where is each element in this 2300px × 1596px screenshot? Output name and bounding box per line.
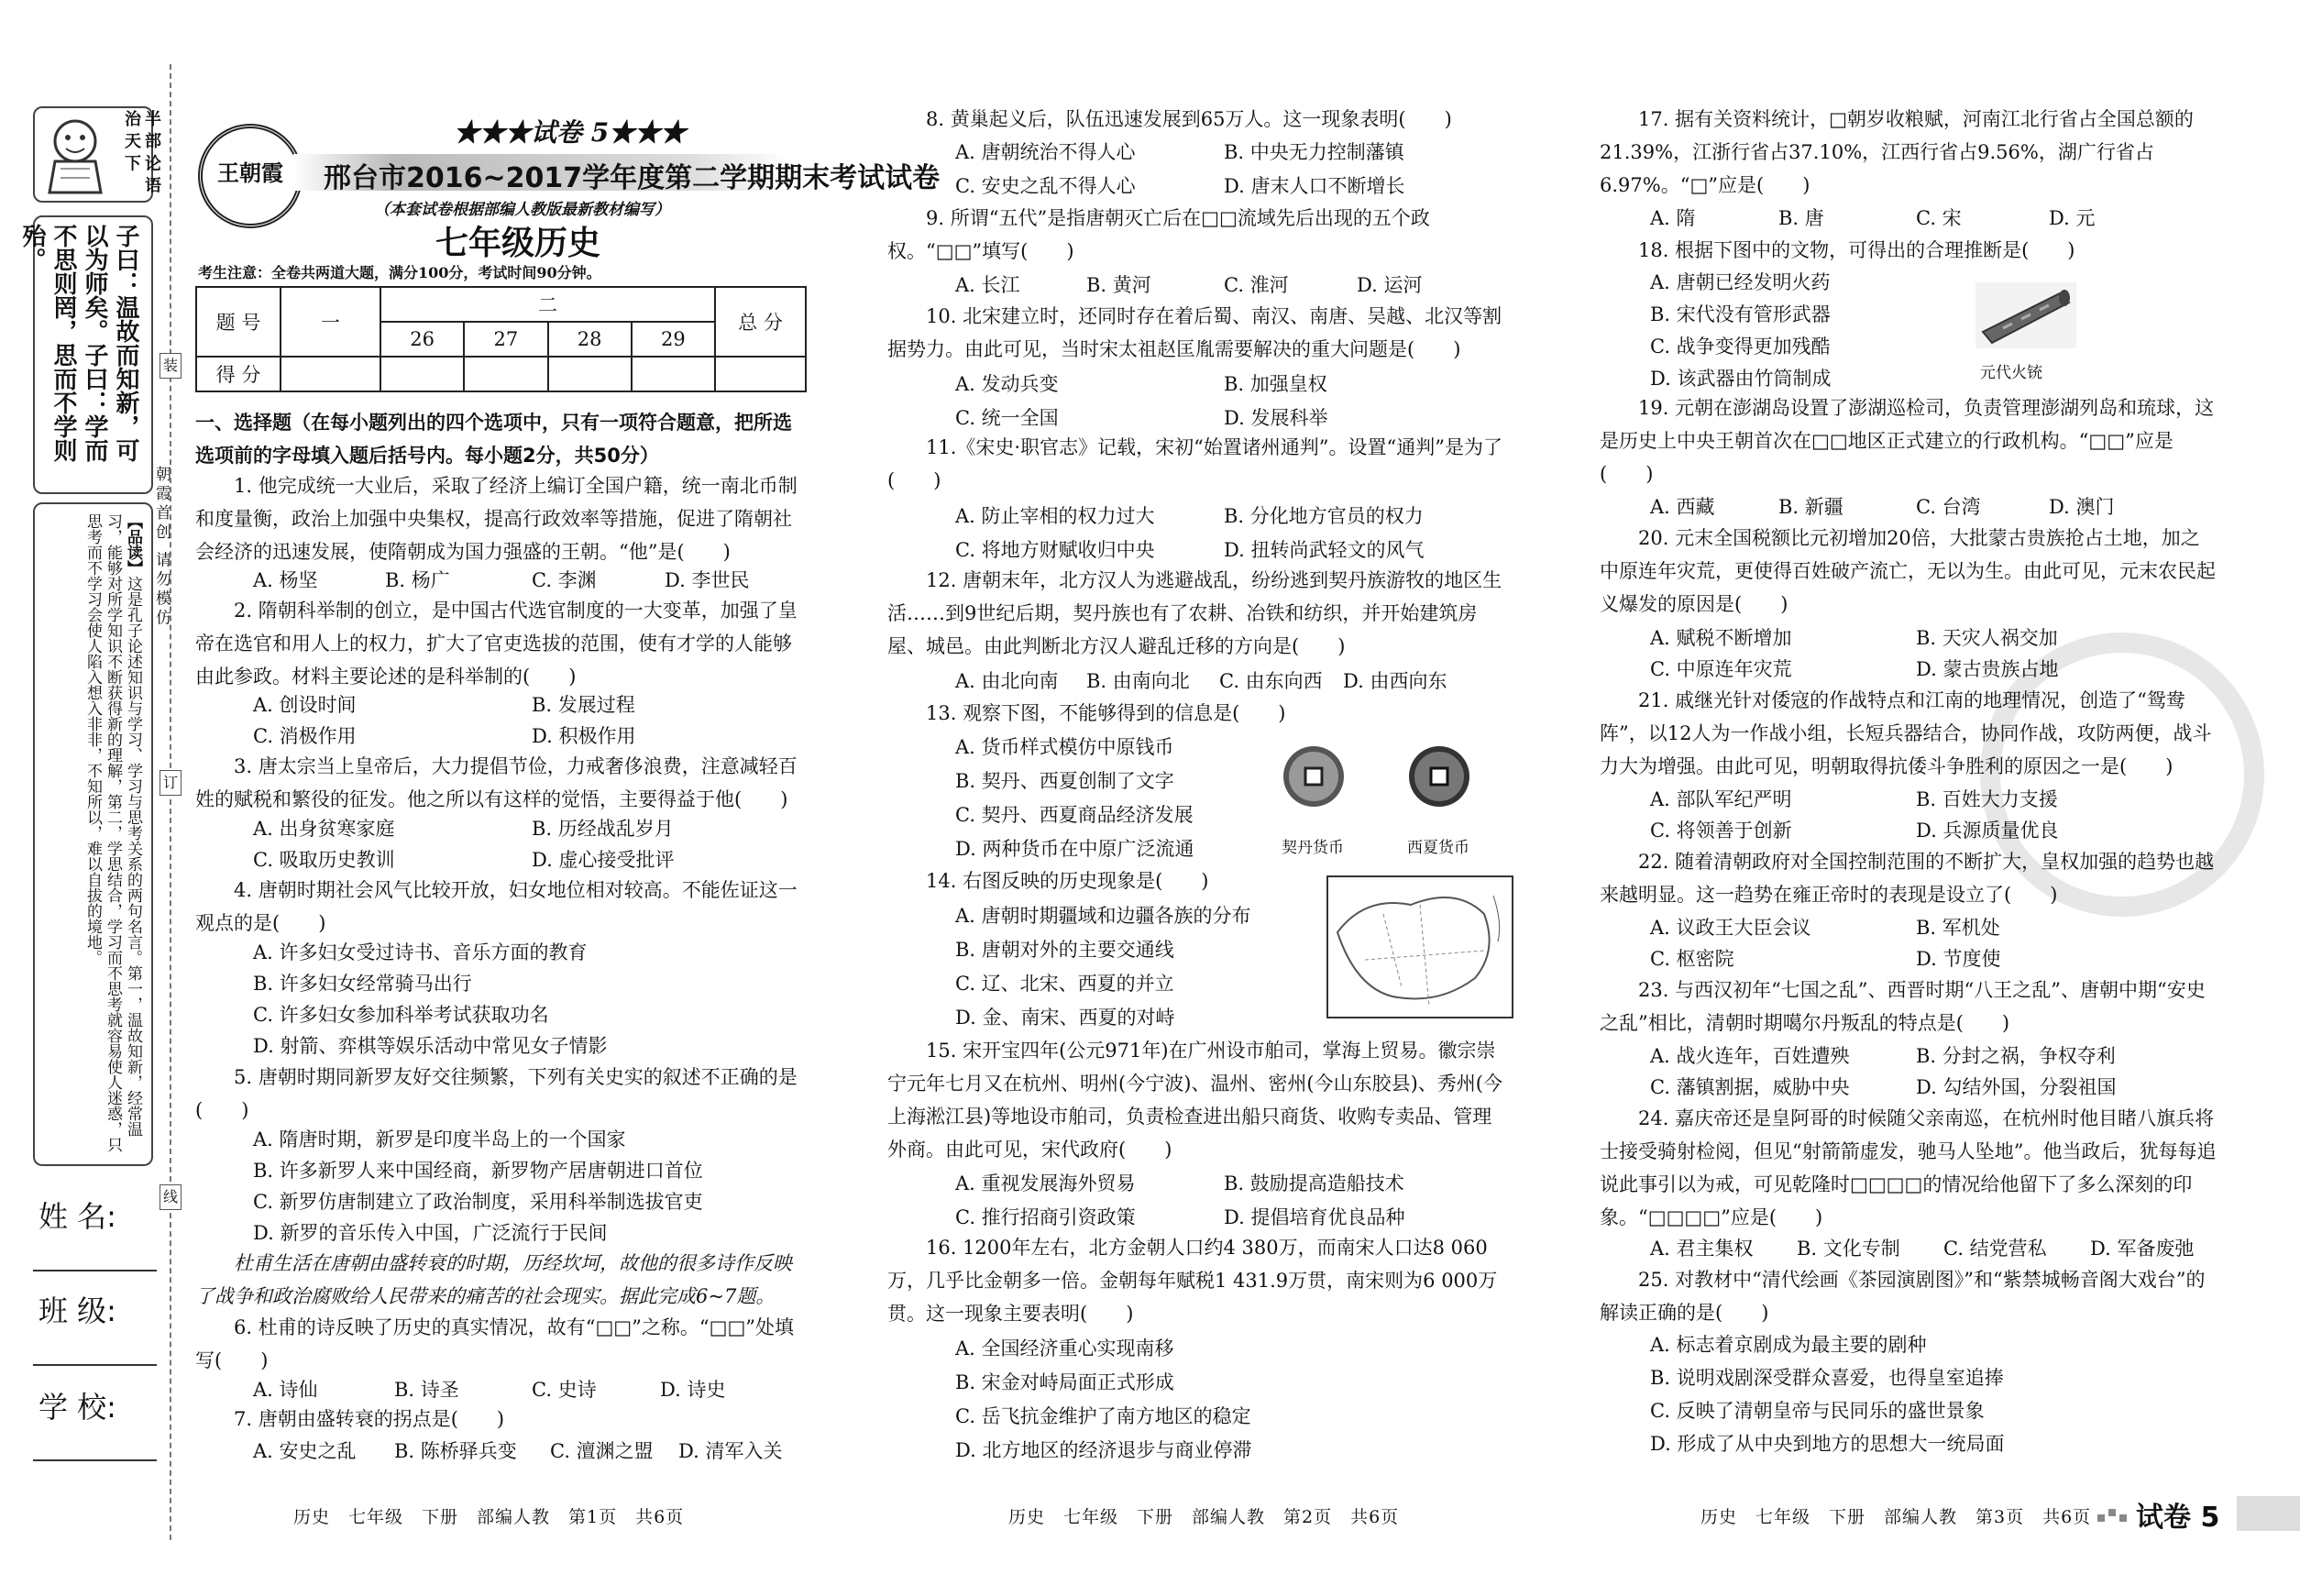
question-11: 11.《宋史·职官志》记载，宋初“始置诸州通判”。设置“通判”是为了( ) (887, 436, 1503, 491)
q15-option-b[interactable]: B. 鼓励提高造船技术 (1224, 1172, 1404, 1194)
school-label: 学 校: (39, 1390, 116, 1425)
q9-option-d[interactable]: D. 运河 (1357, 274, 1423, 296)
q20-option-c[interactable]: C. 中原连年灾荒 (1650, 658, 1792, 680)
sidebar-motto: 半 部 论 语 治 天 下 (122, 110, 161, 193)
question-10: 10. 北宋建立时，还同时存在着后蜀、南汉、南唐、吴越、北汉等割据势力。由此可见，当时宋太祖赵匡胤需要解决的重大问题是( ) (887, 305, 1502, 360)
q17-option-b[interactable]: B. 唐 (1778, 207, 1824, 229)
sidebar-center-text: 朝霞首创 请勿模仿 (152, 466, 171, 629)
question-4: 4. 唐朝时期社会风气比较开放，妇女地位相对较高。不能佐证这一观点的是( ) (195, 879, 798, 934)
score-header-num: 题 号 (196, 287, 281, 357)
q13-option-c[interactable]: C. 契丹、西夏商品经济发展 (955, 804, 1194, 826)
score-table (195, 286, 807, 392)
q25-option-c[interactable]: C. 反映了清朝皇帝与民同乐的盛世景象 (1650, 1400, 1985, 1422)
section-heading: 一、选择题（在每小题列出的四个选项中，只有一项符合题意，把所选选项前的字母填入题后括号内。每小题2分，共50分） (195, 412, 792, 467)
xixia-coin-icon (1407, 744, 1471, 809)
q6-option-d[interactable]: D. 诗史 (660, 1379, 726, 1401)
q6-option-b[interactable]: B. 诗圣 (394, 1379, 459, 1401)
q4-option-c[interactable]: C. 许多妇女参加科举考试获取功名 (253, 1004, 549, 1026)
q23-option-b[interactable]: B. 分封之祸，争权夺利 (1916, 1045, 2116, 1067)
question-3: 3. 唐太宗当上皇帝后，大力提倡节俭，力戒奢侈浪费，注意减轻百姓的赋税和繁役的征发。他之所以有这样的觉悟，主要得益于他( ) (195, 755, 798, 810)
q13-option-b[interactable]: B. 契丹、西夏创制了文字 (955, 770, 1174, 792)
q15-option-d[interactable]: D. 提倡培育优良品种 (1224, 1206, 1405, 1228)
q22-option-c[interactable]: C. 枢密院 (1650, 948, 1734, 970)
score-cell[interactable] (715, 357, 806, 391)
score-q28: 28 (548, 322, 632, 357)
question-15: 15. 宋开宝四年(公元971年)在广州设市舶司，掌海上贸易。徽宗崇宁元年七月又在杭州、明州(今宁波)、温州、密州(今山东胶县)、秀州(今上海淞江县)等地设市舶司，负责检查进出船只商货、收购专卖品、管理外商。由此可见，宋代政府( ) (887, 1040, 1502, 1161)
q18-option-b[interactable]: B. 宋代没有管形武器 (1650, 303, 1831, 325)
score-cell[interactable] (380, 357, 464, 391)
binding-mark-2: 订 (160, 770, 182, 796)
q24-option-d[interactable]: D. 军备废弛 (2090, 1238, 2195, 1260)
footer-page-2: 历史 七年级 下册 部编人教 第2页 共6页 (1008, 1507, 1400, 1527)
school-input-line[interactable] (33, 1459, 157, 1461)
yuan-handgun-caption: 元代火铳 (1980, 364, 2042, 382)
q21-option-a[interactable]: A. 部队军纪严明 (1650, 788, 1792, 810)
question-7: 7. 唐朝由盛转衰的拐点是( ) (234, 1408, 505, 1430)
q25-option-b[interactable]: B. 说明戏剧深受群众喜爱，也得皇室追捧 (1650, 1367, 2004, 1389)
score-header-two: 二 (380, 287, 715, 322)
q10-option-b[interactable]: B. 加强皇权 (1224, 373, 1327, 395)
q11-option-d[interactable]: D. 扭转尚武轻文的风气 (1224, 539, 1425, 561)
q13-option-d[interactable]: D. 两种货币在中原广泛流通 (955, 838, 1194, 860)
q25-option-d[interactable]: D. 形成了从中央到地方的思想大一统局面 (1650, 1433, 2005, 1455)
q2-option-b[interactable]: B. 发展过程 (532, 694, 635, 716)
question-18: 18. 根据下图中的文物，可得出的合理推断是( ) (1638, 239, 2075, 261)
q20-option-b[interactable]: B. 天灾人祸交加 (1916, 627, 2058, 649)
q13-option-a[interactable]: A. 货币样式模仿中原钱币 (955, 736, 1174, 758)
corner-dots-icon (2097, 1503, 2134, 1524)
binding-mark-1: 装 (160, 353, 182, 379)
question-20: 20. 元末全国税额比元初增加20倍，大批蒙古贵族抢占土地，加之中原连年灾荒，更使得百姓破产流亡，无以为生。由此可见，元末农民起义爆发的原因是( ) (1600, 527, 2216, 615)
q1-option-c[interactable]: C. 李渊 (532, 569, 597, 591)
q17-option-a[interactable]: A. 隋 (1650, 207, 1696, 229)
q19-option-c[interactable]: C. 台湾 (1916, 496, 1981, 518)
exam-title: 邢台市2016~2017学年度第二学期期末考试试卷 (324, 162, 941, 194)
q24-option-b[interactable]: B. 文化专制 (1797, 1238, 1900, 1260)
xixia-coin-caption: 西夏货币 (1407, 839, 1469, 857)
corner-badge: 试卷 5 (2136, 1502, 2220, 1534)
q18-option-c[interactable]: C. 战争变得更加残酷 (1650, 336, 1831, 358)
historical-map-icon (1326, 875, 1513, 1018)
q5-option-a[interactable]: A. 隋唐时期，新罗是印度半岛上的一个国家 (253, 1128, 626, 1150)
question-9: 9. 所谓“五代”是指唐朝灭亡后在□□流域先后出现的五个政权。“□□”填写( ) (887, 207, 1430, 262)
q6-option-a[interactable]: A. 诗仙 (253, 1379, 318, 1401)
q22-option-a[interactable]: A. 议政王大臣会议 (1650, 917, 1811, 939)
corner-bar (2237, 1496, 2300, 1531)
sidebar-quote: 子曰：温故而知新，可以为师矣。子曰：学而不思则罔，思而不学则殆。 (18, 224, 139, 462)
name-input-line[interactable] (33, 1270, 157, 1271)
question-14: 14. 右图反映的历史现象是( ) (926, 870, 1209, 892)
passage-6-7: 杜甫生活在唐朝由盛转衰的时期，历经坎坷，故他的很多诗作反映了战争和政治腐败给人民带来的痛苦的社会现实。据此完成6~7题。 (195, 1252, 792, 1307)
subject-title: 七年级历史 (435, 225, 601, 262)
exam-subtitle: （本套试卷根据部编人教版最新教材编写） (374, 201, 670, 219)
question-19: 19. 元朝在澎湖岛设置了澎湖巡检司，负责管理澎湖列岛和琉球，这是历史上中央王朝首次在□□地区正式建立的行政机构。“□□”应是( ) (1600, 397, 2215, 485)
question-12: 12. 唐朝末年，北方汉人为逃避战乱，纷纷逃到契丹族游牧的地区生活……到9世纪后期，契丹族也有了农耕、冶铁和纺织，并开始建筑房屋、城邑。由此判断北方汉人避乱迁移的方向是( ) (887, 569, 1502, 657)
q12-option-c[interactable]: C. 由东向西 (1219, 670, 1323, 692)
score-cell[interactable] (548, 357, 632, 391)
class-input-line[interactable] (33, 1364, 157, 1366)
q16-option-c[interactable]: C. 岳飞抗金维护了南方地区的稳定 (955, 1405, 1251, 1427)
q4-option-b[interactable]: B. 许多妇女经常骑马出行 (253, 973, 472, 995)
q14-option-d[interactable]: D. 金、南宋、西夏的对峙 (955, 1007, 1175, 1029)
q2-option-d[interactable]: D. 积极作用 (532, 725, 636, 747)
q5-option-d[interactable]: D. 新罗的音乐传入中国，广泛流行于民间 (253, 1222, 608, 1244)
q8-option-b[interactable]: B. 中央无力控制藩镇 (1224, 141, 1404, 163)
q11-option-a[interactable]: A. 防止宰相的权力过大 (955, 505, 1155, 527)
score-q26: 26 (380, 322, 464, 357)
q12-option-b[interactable]: B. 由南向北 (1086, 670, 1190, 692)
exam-notice: 考生注意：全卷共两道大题，满分100分，考试时间90分钟。 (198, 264, 601, 281)
q16-option-d[interactable]: D. 北方地区的经济退步与商业停滞 (955, 1439, 1252, 1461)
question-25: 25. 对教材中“清代绘画《茶园演剧图》”和“紫禁城畅音阁大戏台”的解读正确的是( ) (1600, 1269, 2206, 1324)
q7-option-d[interactable]: D. 清军入关 (678, 1440, 783, 1462)
q19-option-a[interactable]: A. 西藏 (1650, 496, 1715, 518)
q14-option-a[interactable]: A. 唐朝时期疆域和边疆各族的分布 (955, 905, 1251, 927)
q17-option-c[interactable]: C. 宋 (1916, 207, 1962, 229)
question-13: 13. 观察下图，不能够得到的信息是( ) (926, 702, 1286, 724)
score-q27: 27 (464, 322, 547, 357)
q3-option-c[interactable]: C. 吸取历史教训 (253, 849, 395, 871)
q10-option-c[interactable]: C. 统一全国 (955, 407, 1059, 429)
q15-option-a[interactable]: A. 重视发展海外贸易 (955, 1172, 1136, 1194)
q21-option-c[interactable]: C. 将领善于创新 (1650, 820, 1792, 842)
q14-option-b[interactable]: B. 唐朝对外的主要交通线 (955, 939, 1174, 961)
q21-option-b[interactable]: B. 百姓大力支援 (1916, 788, 2058, 810)
footer-page-1: 历史 七年级 下册 部编人教 第1页 共6页 (293, 1507, 685, 1527)
question-24: 24. 嘉庆帝还是皇阿哥的时候随父亲南巡，在杭州时他目睹八旗兵将士接受骑射检阅，但见“射箭箭虚发，驰马人坠地”。他当政后，犹每每追说此事引以为戒，可见乾隆时□□□□的情况给他留下了多么深刻的印象。“□□□□”应是( ) (1600, 1107, 2217, 1228)
q2-option-c[interactable]: C. 消极作用 (253, 725, 357, 747)
question-8: 8. 黄巢起义后，队伍迅速发展到65万人。这一现象表明( ) (926, 108, 1452, 130)
q14-option-c[interactable]: C. 辽、北宋、西夏的并立 (955, 973, 1174, 995)
question-6: 6. 杜甫的诗反映了历史的真实情况，故有“□□”之称。“□□”处填写( ) (195, 1316, 795, 1371)
q20-option-a[interactable]: A. 赋税不断增加 (1650, 627, 1792, 649)
q8-option-a[interactable]: A. 唐朝统治不得人心 (955, 141, 1136, 163)
q9-option-b[interactable]: B. 黄河 (1086, 274, 1151, 296)
class-label: 班 级: (39, 1293, 116, 1328)
yuan-handgun-image (1975, 282, 2076, 348)
question-21: 21. 戚继光针对倭寇的作战特点和江南的地理情况，创造了“鸳鸯阵”，以12人为一作战小组，长短兵器结合，协同作战，攻防两便，战斗力大为增强。由此可见，明朝取得抗倭斗争胜利的原因之一是( ) (1600, 689, 2212, 777)
q23-option-a[interactable]: A. 战火连年，百姓遭殃 (1650, 1045, 1850, 1067)
score-header-one: 一 (281, 287, 380, 357)
sidebar-reading (40, 513, 143, 1155)
q22-option-d[interactable]: D. 节度使 (1916, 948, 2001, 970)
khitan-coin-caption: 契丹货币 (1282, 839, 1344, 857)
q24-option-c[interactable]: C. 结党营私 (1943, 1238, 2047, 1260)
question-5: 5. 唐朝时期同新罗友好交往频繁，下列有关史实的叙述不正确的是( ) (195, 1066, 798, 1121)
q12-option-d[interactable]: D. 由西向东 (1343, 670, 1447, 692)
q16-option-b[interactable]: B. 宋金对峙局面正式形成 (955, 1371, 1174, 1393)
q18-option-a[interactable]: A. 唐朝已经发明火药 (1650, 271, 1831, 293)
q16-option-a[interactable]: A. 全国经济重心实现南移 (955, 1337, 1174, 1359)
q19-option-b[interactable]: B. 新疆 (1778, 496, 1843, 518)
binding-mark-3: 线 (160, 1184, 182, 1210)
series-label: ★★★试卷 5★★★ (454, 117, 687, 148)
q3-option-b[interactable]: B. 历经战乱岁月 (532, 818, 674, 840)
score-row-label: 得 分 (196, 357, 281, 391)
q20-option-d[interactable]: D. 蒙古贵族占地 (1916, 658, 2059, 680)
q7-option-b[interactable]: B. 陈桥驿兵变 (394, 1440, 517, 1462)
q23-option-c[interactable]: C. 藩镇割据，威胁中央 (1650, 1076, 1850, 1098)
footer-page-3: 历史 七年级 下册 部编人教 第3页 共6页 (1700, 1507, 2092, 1527)
q9-option-c[interactable]: C. 淮河 (1224, 274, 1289, 296)
score-q29: 29 (632, 322, 715, 357)
q10-option-a[interactable]: A. 发动兵变 (955, 373, 1059, 395)
q17-option-d[interactable]: D. 元 (2049, 207, 2096, 229)
q3-option-d[interactable]: D. 虚心接受批评 (532, 849, 675, 871)
q7-option-c[interactable]: C. 澶渊之盟 (550, 1440, 654, 1462)
q11-option-b[interactable]: B. 分化地方官员的权力 (1224, 505, 1424, 527)
cartoon-figure-icon (40, 114, 116, 194)
score-cell[interactable] (464, 357, 547, 391)
question-22: 22. 随着清朝政府对全国控制范围的不断扩大，皇权加强的趋势也越来越明显。这一趋势在雍正帝时的表现是设立了( ) (1600, 851, 2215, 906)
q9-option-a[interactable]: A. 长江 (955, 274, 1020, 296)
question-16: 16. 1200年左右，北方金朝人口约4 380万，而南宋人口达8 060万，几乎比金朝多一倍。金朝每年赋税1 431.9万贯，南宋则为6 000万贯。这一现象主要表明( ) (887, 1237, 1498, 1325)
sidebar-reading-text: 这是孔子论述知识与学习、学习与思考关系的两句名言。第一，温故知新，经常温习，能够对所学知识不断获得新的理解，第二，学思结合，学习而不思考就容易使人迷惑，只思考而不学习会使人陷入想入非非，不知所以，难以自拔的境地。 (83, 513, 142, 1152)
brand-logo (198, 124, 303, 228)
q7-option-a[interactable]: A. 安史之乱 (253, 1440, 357, 1462)
q4-option-a[interactable]: A. 许多妇女受过诗书、音乐方面的教育 (253, 941, 588, 963)
question-17: 17. 据有关资料统计，□朝岁收粮赋，河南江北行省占全国总额的21.39%，江浙行省占37.10%，江西行省占9.56%，湖广行省占6.97%。“□”应是( ) (1600, 108, 2194, 196)
score-header-total: 总 分 (715, 287, 806, 357)
q18-option-d[interactable]: D. 该武器由竹筒制成 (1650, 368, 1832, 390)
q2-option-a[interactable]: A. 创设时间 (253, 694, 357, 716)
q3-option-a[interactable]: A. 出身贫寒家庭 (253, 818, 395, 840)
sidebar-dashed-line (170, 64, 171, 1540)
q15-option-c[interactable]: C. 推行招商引资政策 (955, 1206, 1136, 1228)
q8-option-c[interactable]: C. 安史之乱不得人心 (955, 175, 1136, 197)
q12-option-a[interactable]: A. 由北向南 (955, 670, 1059, 692)
question-1: 1. 他完成统一大业后，采取了经济上编订全国户籍，统一南北币制和度量衡，政治上加强中央集权，提高行政效率等措施，促进了隋朝社会经济的迅速发展，使隋朝成为国力强盛的王朝。“他”是( ) (195, 475, 798, 563)
q8-option-d[interactable]: D. 唐末人口不断增长 (1224, 175, 1405, 197)
question-23: 23. 与西汉初年“七国之乱”、西晋时期“八王之乱”、唐朝中期“安史之乱”相比，清朝时期噶尔丹叛乱的特点是( ) (1600, 979, 2206, 1034)
q1-option-a[interactable]: A. 杨坚 (253, 569, 318, 591)
q1-option-d[interactable]: D. 李世民 (665, 569, 750, 591)
q10-option-d[interactable]: D. 发展科举 (1224, 407, 1328, 429)
question-2: 2. 隋朝科举制的创立，是中国古代选官制度的一大变革，加强了皇帝在选官和用人上的权力，扩大了官吏选拔的范围，使有才学的人能够由此参政。材料主要论述的是科举制的( ) (195, 600, 798, 688)
khitan-coin-icon (1282, 744, 1346, 809)
name-label: 姓 名: (39, 1199, 116, 1234)
q19-option-d[interactable]: D. 澳门 (2049, 496, 2115, 518)
q11-option-c[interactable]: C. 将地方财赋收归中央 (955, 539, 1155, 561)
q24-option-a[interactable]: A. 君主集权 (1650, 1238, 1754, 1260)
score-cell[interactable] (281, 357, 380, 391)
q6-option-c[interactable]: C. 史诗 (532, 1379, 597, 1401)
q1-option-b[interactable]: B. 杨广 (385, 569, 450, 591)
q25-option-a[interactable]: A. 标志着京剧成为最主要的剧种 (1650, 1334, 1927, 1356)
score-cell[interactable] (632, 357, 715, 391)
q4-option-d[interactable]: D. 射箭、弈棋等娱乐活动中常见女子情影 (253, 1035, 608, 1057)
q23-option-d[interactable]: D. 勾结外国，分裂祖国 (1916, 1076, 2117, 1098)
q21-option-d[interactable]: D. 兵源质量优良 (1916, 820, 2059, 842)
sidebar-reading-title: 【品读】 (124, 513, 142, 576)
q5-option-b[interactable]: B. 许多新罗人来中国经商，新罗物产居唐朝进口首位 (253, 1160, 703, 1182)
q22-option-b[interactable]: B. 军机处 (1916, 917, 2000, 939)
brand-logo-text: 王朝霞 (217, 160, 283, 186)
q5-option-c[interactable]: C. 新罗仿唐制建立了政治制度，采用科举制选拔官吏 (253, 1191, 703, 1213)
